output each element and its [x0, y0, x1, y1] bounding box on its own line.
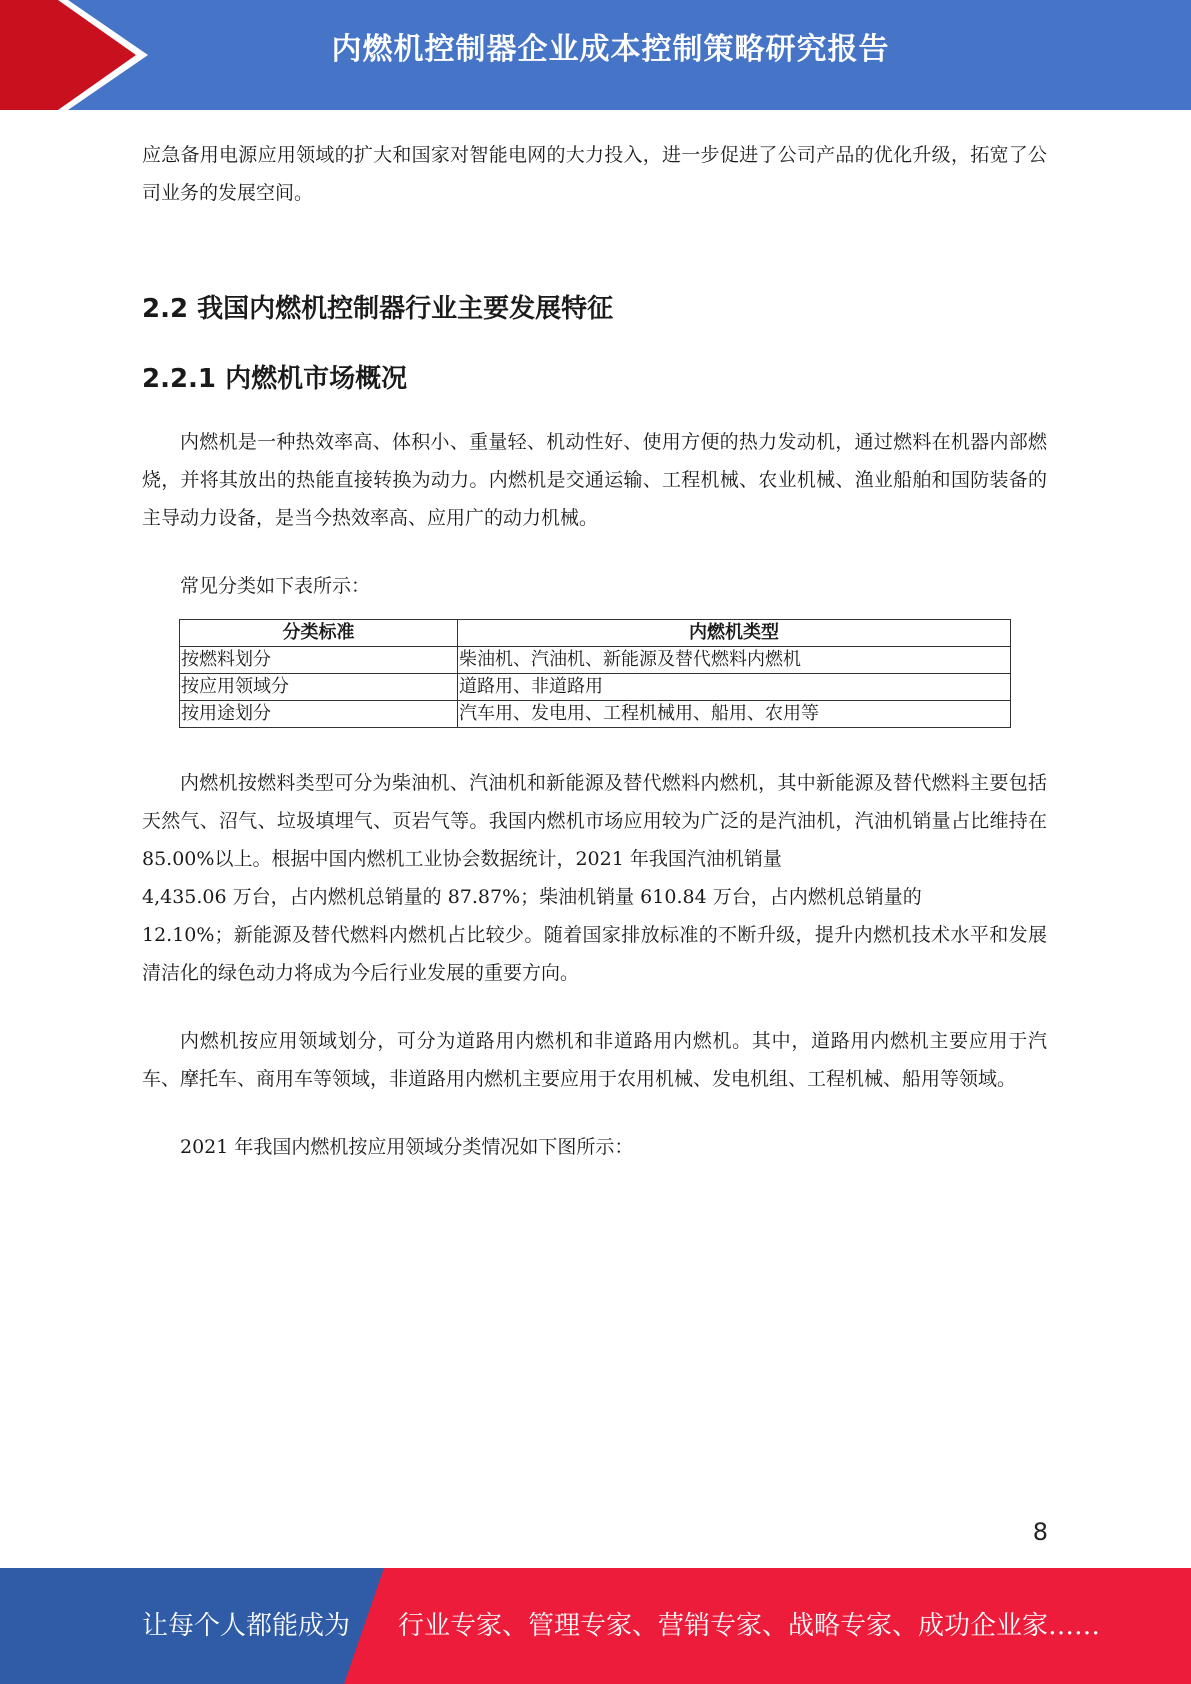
page-footer — [0, 1568, 1191, 1684]
table-row — [180, 701, 1011, 728]
table-cell: 汽车用、发电用、工程机械用、船用、农用等 — [458, 701, 1011, 728]
paragraph-engine-definition: 内燃机是一种热效率高、体积小、重量轻、机动性好、使用方便的热力发动机，通过燃料在机器内部燃烧，并将其放出的热能直接转换为动力。内燃机是交通运输、工程机械、农业机械、渔业船舶和国防装备的主导动力设备，是当今热效率高、应用广的动力机械。 — [142, 431, 1047, 529]
paragraph-fuel-classification — [142, 764, 1047, 992]
header-title: 内燃机控制器企业成本控制策略研究报告 — [331, 32, 890, 67]
intro-paragraph: 应急备用电源应用领域的扩大和国家对智能电网的大力投入，进一步促进了公司产品的优化升级，拓宽了公司业务的发展空间。 — [142, 144, 1047, 204]
paragraph-table-intro: 常见分类如下表所示： — [180, 575, 371, 597]
page-content — [142, 110, 1047, 1166]
table-cell: 按燃料划分 — [180, 647, 458, 674]
page-header — [0, 0, 1191, 110]
paragraph-line-group: 4,435.06 万台，占内燃机总销量的 87.87%；柴油机销量 610.84 万台，占内燃机总销量的 — [142, 886, 922, 908]
table-cell: 道路用、非道路用 — [458, 674, 1011, 701]
table-cell: 柴油机、汽油机、新能源及替代燃料内燃机 — [458, 647, 1011, 674]
paragraph-line-group: 12.10%；新能源及替代燃料内燃机占比较少。随着国家排放标准的不断升级，提升内燃机技术水平和发展清洁化的绿色动力将成为今后行业发展的重要方向。 — [142, 924, 1047, 984]
section-heading-2-2: 2.2 我国内燃机控制器行业主要发展特征 — [142, 294, 614, 324]
table-row — [180, 674, 1011, 701]
footer-slogan-right: 行业专家、管理专家、营销专家、战略专家、成功企业家…… — [398, 1611, 1101, 1641]
table-header-cell: 内燃机类型 — [458, 620, 1011, 647]
table-row — [180, 647, 1011, 674]
table-cell: 按应用领域分 — [180, 674, 458, 701]
table-header-row — [180, 620, 1011, 647]
page-number: 8 — [1032, 1518, 1048, 1546]
table-header-cell: 分类标准 — [180, 620, 458, 647]
paragraph-line-group: 内燃机按燃料类型可分为柴油机、汽油机和新能源及替代燃料内燃机，其中新能源及替代燃料主要包括天然气、沼气、垃圾填埋气、页岩气等。我国内燃机市场应用较为广泛的是汽油机，汽油机销量占比维持在 85.00%以上。根据中国内燃机工业协会数据统计，2021 年我国汽油机销量 — [142, 772, 1047, 870]
footer-slogan-left: 让每个人都能成为 — [142, 1611, 351, 1641]
paragraph-application-classification: 内燃机按应用领域划分，可分为道路用内燃机和非道路用内燃机。其中，道路用内燃机主要应用于汽车、摩托车、商用车等领域，非道路用内燃机主要应用于农用机械、发电机组、工程机械、船用等领域。 — [142, 1030, 1047, 1090]
section-heading-2-2-1: 2.2.1 内燃机市场概况 — [142, 364, 408, 394]
table-cell: 按用途划分 — [180, 701, 458, 728]
classification-table — [179, 619, 1011, 728]
paragraph-figure-intro: 2021 年我国内燃机按应用领域分类情况如下图所示： — [180, 1136, 634, 1158]
